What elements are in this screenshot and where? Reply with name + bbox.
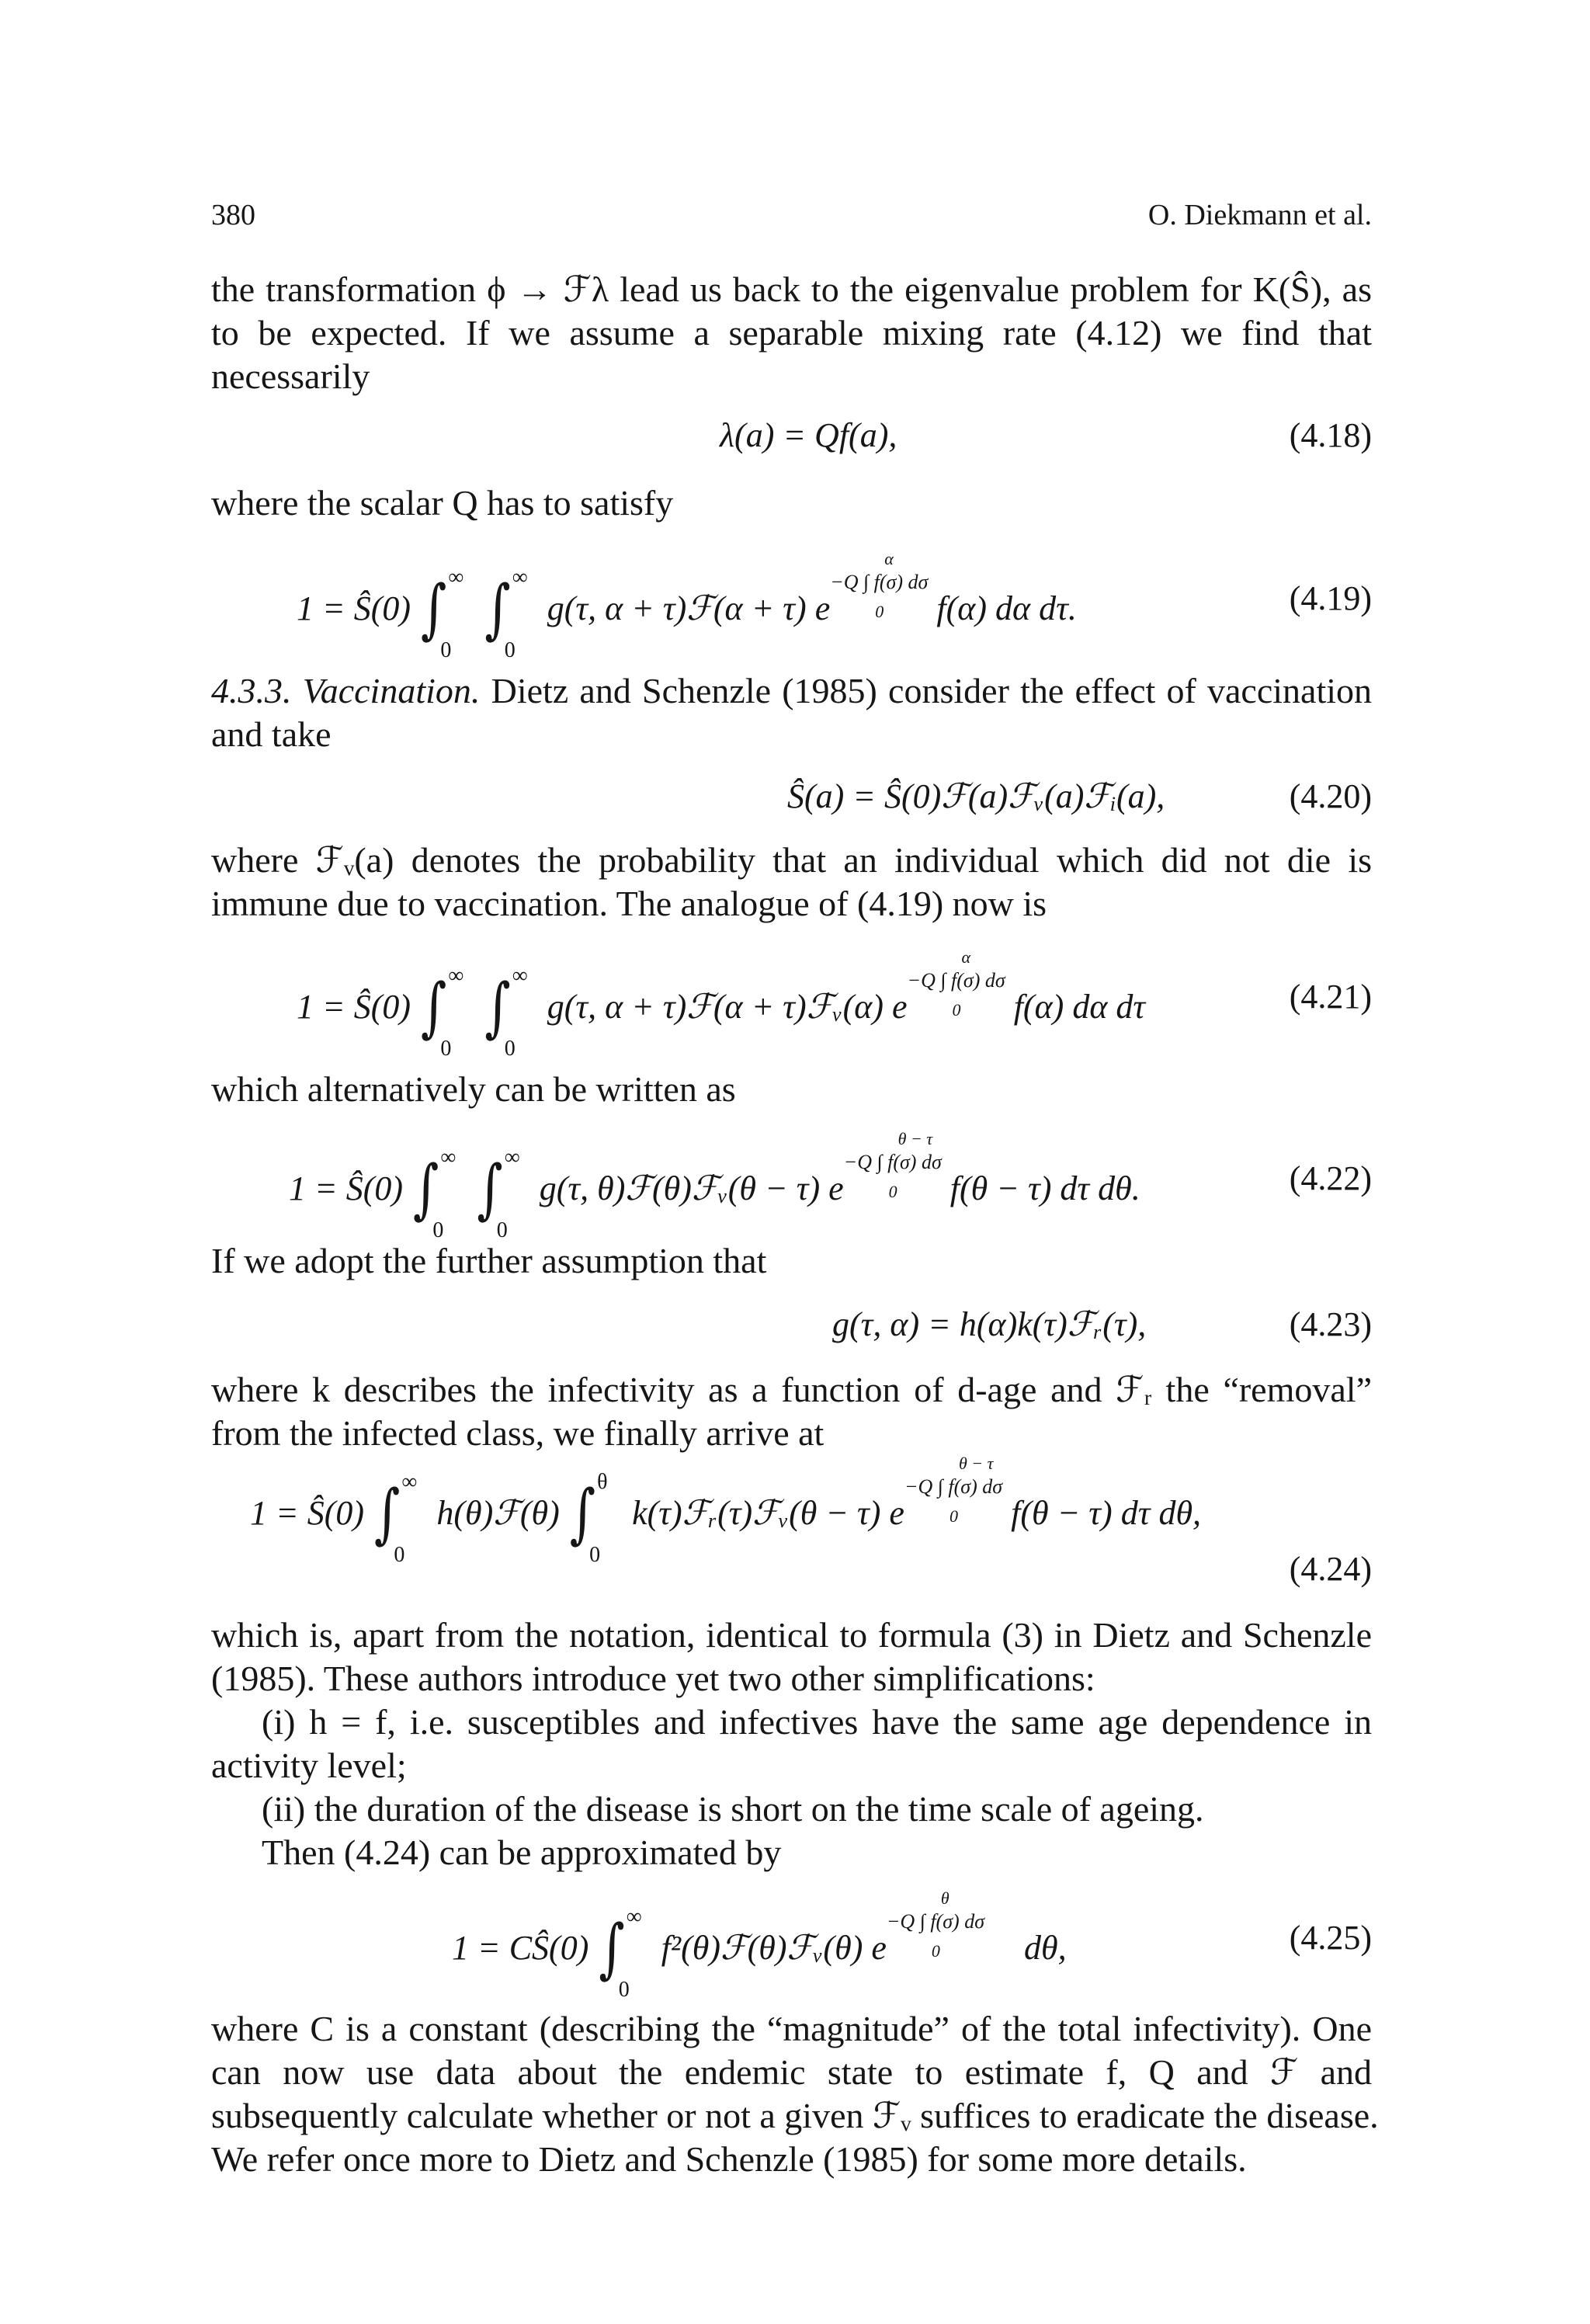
equation-body: Ŝ(a) = Ŝ(0)ℱ(a)ℱᵥ(a)ℱᵢ(a), xyxy=(787,777,1165,815)
equation-4-20 xyxy=(211,776,1372,823)
equation-body xyxy=(289,1129,1140,1242)
text-line: where ℱᵥ(a) denotes the probability that an individual which did not die is xyxy=(211,840,1372,880)
equation-4-23 xyxy=(211,1304,1372,1351)
page-number: 380 xyxy=(211,199,255,231)
text-line: to be expected. If we assume a separable mixing rate (4.12) we find that xyxy=(211,313,1372,353)
text-line: where C is a constant (describing the “magnitude” of the total infectivity). One xyxy=(211,2009,1372,2048)
equation-lhs: 1 = Ŝ(0) xyxy=(250,1494,364,1532)
integral-limits: ∞ 0 xyxy=(618,1904,642,2002)
text-line: (1985). These authors introduce yet two other simplifications: xyxy=(211,1659,1095,1698)
text-line: subsequently calculate whether or not a given ℱᵥ suffices to eradicate the disease. xyxy=(211,2096,1379,2135)
equation-body xyxy=(250,1454,1202,1567)
paragraph-7 xyxy=(211,1614,1372,1700)
paragraph-4 xyxy=(211,1068,1372,1111)
integral-sign: ∫ xyxy=(477,1152,503,1228)
integral-limits: ∞ 0 xyxy=(504,963,528,1061)
equation-4-19 xyxy=(211,549,1372,662)
equation-number: (4.19) xyxy=(1289,579,1372,617)
integrand: g(τ, α + τ)ℱ(α + τ)ℱᵥ(α) e xyxy=(547,988,908,1026)
text-line: which alternatively can be written as xyxy=(211,1069,736,1109)
text-line: (i) h = f, i.e. susceptibles and infectives have the same age dependence in xyxy=(262,1702,1372,1742)
section-number: 4.3.3. xyxy=(211,671,292,710)
equation-lhs: 1 = Ŝ(0) xyxy=(297,988,411,1026)
equation-4-22 xyxy=(211,1129,1372,1242)
equation-tail: f(α) dα dτ. xyxy=(936,589,1077,627)
integral-sign: ∫ xyxy=(599,1911,625,1987)
integrand: f²(θ)ℱ(θ)ℱᵥ(θ) e xyxy=(661,1929,887,1967)
integral-limits: ∞ 0 xyxy=(394,1469,418,1567)
paragraph-8 xyxy=(211,1831,1372,1874)
text-line: where the scalar Q has to satisfy xyxy=(211,483,674,523)
integral-sign: ∫ xyxy=(484,970,511,1046)
text-line: and take xyxy=(211,714,332,754)
integral-limits: ∞ 0 xyxy=(432,1145,457,1242)
text-line: from the infected class, we finally arrive at xyxy=(211,1413,825,1453)
paragraph-5 xyxy=(211,1239,1372,1283)
exponent: −Q ∫ f(σ) dσ θ − τ 0 xyxy=(843,1129,942,1201)
equation-lhs: 1 = Ŝ(0) xyxy=(297,589,411,627)
integral-sign: ∫ xyxy=(569,1476,596,1552)
list-item-1 xyxy=(211,1700,1372,1787)
equation-4-18 xyxy=(211,415,1372,462)
text-line: We refer once more to Dietz and Schenzle (1985) for some more details. xyxy=(211,2139,1247,2179)
integral-limits: ∞ 0 xyxy=(504,564,528,662)
text-line xyxy=(211,669,1372,713)
equation-tail: f(θ − τ) dτ dθ, xyxy=(1011,1494,1202,1532)
equation-number: (4.21) xyxy=(1289,978,1372,1016)
integral-limits: ∞ 0 xyxy=(440,963,464,1061)
equation-tail: f(θ − τ) dτ dθ. xyxy=(949,1169,1140,1207)
equation-body xyxy=(297,947,1146,1061)
integral-limits: ∞ 0 xyxy=(440,564,464,662)
text-line: (ii) the duration of the disease is short on the time scale of ageing. xyxy=(262,1789,1204,1829)
equation-body xyxy=(452,1888,1067,2002)
text-line: the transformation ϕ → ℱλ lead us back to the eigenvalue problem for K(Ŝ), as xyxy=(211,269,1372,309)
equation-number: (4.24) xyxy=(1289,1550,1372,1588)
integral-sign: ∫ xyxy=(421,970,447,1046)
equation-number: (4.25) xyxy=(1289,1919,1372,1957)
equation-tail: f(α) dα dτ xyxy=(1013,988,1146,1026)
exponent: −Q ∫ f(σ) dσ θ 0 xyxy=(886,1888,985,1961)
integral-limits: θ 0 xyxy=(589,1469,608,1567)
text-line: activity level; xyxy=(211,1746,407,1785)
integrand: g(τ, α + τ)ℱ(α + τ) e xyxy=(547,589,831,627)
equation-body xyxy=(297,549,1077,662)
section-title: Vaccination. xyxy=(302,671,481,710)
exponent: −Q ∫ f(σ) dσ θ − τ 0 xyxy=(904,1454,1003,1526)
equation-tail: dθ, xyxy=(1024,1929,1067,1967)
equation-body: g(τ, α) = h(α)k(τ)ℱᵣ(τ), xyxy=(832,1305,1147,1343)
equation-body: λ(a) = Qf(a), xyxy=(720,416,897,454)
equation-lhs: 1 = CŜ(0) xyxy=(452,1929,589,1967)
paragraph-2 xyxy=(211,481,1372,525)
equation-number: (4.20) xyxy=(1289,777,1372,815)
list-item-2 xyxy=(211,1787,1372,1831)
running-head-authors: O. Diekmann et al. xyxy=(1147,199,1372,231)
section-text: Dietz and Schenzle (1985) consider the effect of vaccination xyxy=(491,671,1373,710)
paragraph-6 xyxy=(211,1368,1372,1455)
section-4-3-3 xyxy=(211,669,1372,756)
equation-4-25 xyxy=(211,1888,1372,2002)
text-line: Then (4.24) can be approximated by xyxy=(262,1832,782,1872)
exponent: −Q ∫ f(σ) dσ α 0 xyxy=(830,549,929,621)
integrand-outer: h(θ)ℱ(θ) xyxy=(436,1494,560,1532)
equation-4-24 xyxy=(211,1454,1372,1600)
paragraph-3 xyxy=(211,839,1372,926)
text-line: which is, apart from the notation, identical to formula (3) in Dietz and Schenzle xyxy=(211,1615,1372,1655)
equation-number: (4.22) xyxy=(1289,1159,1372,1197)
equation-4-21 xyxy=(211,947,1372,1061)
integral-limits: ∞ 0 xyxy=(496,1145,520,1242)
integral-sign: ∫ xyxy=(413,1152,439,1228)
exponent: −Q ∫ f(σ) dσ α 0 xyxy=(907,947,1005,1020)
text-line: can now use data about the endemic state to estimate f, Q and ℱ and xyxy=(211,2052,1372,2092)
text-line: necessarily xyxy=(211,356,370,396)
integrand-inner: k(τ)ℱᵣ(τ)ℱᵥ(θ − τ) e xyxy=(632,1494,904,1532)
paragraph-1 xyxy=(211,268,1372,398)
integral-sign: ∫ xyxy=(484,571,511,648)
integral-sign: ∫ xyxy=(374,1476,401,1552)
integral-sign: ∫ xyxy=(421,571,447,648)
text-line: immune due to vaccination. The analogue of (4.19) now is xyxy=(211,884,1047,923)
text-line: If we adopt the further assumption that xyxy=(211,1241,767,1280)
paragraph-9 xyxy=(211,2007,1379,2181)
integrand: g(τ, θ)ℱ(θ)ℱᵥ(θ − τ) e xyxy=(539,1169,844,1207)
equation-lhs: 1 = Ŝ(0) xyxy=(289,1169,403,1207)
text-line: where k describes the infectivity as a function of d-age and ℱᵣ the “removal” xyxy=(211,1370,1372,1409)
equation-number: (4.18) xyxy=(1289,416,1372,454)
page-header xyxy=(211,198,1372,237)
equation-number: (4.23) xyxy=(1289,1305,1372,1343)
